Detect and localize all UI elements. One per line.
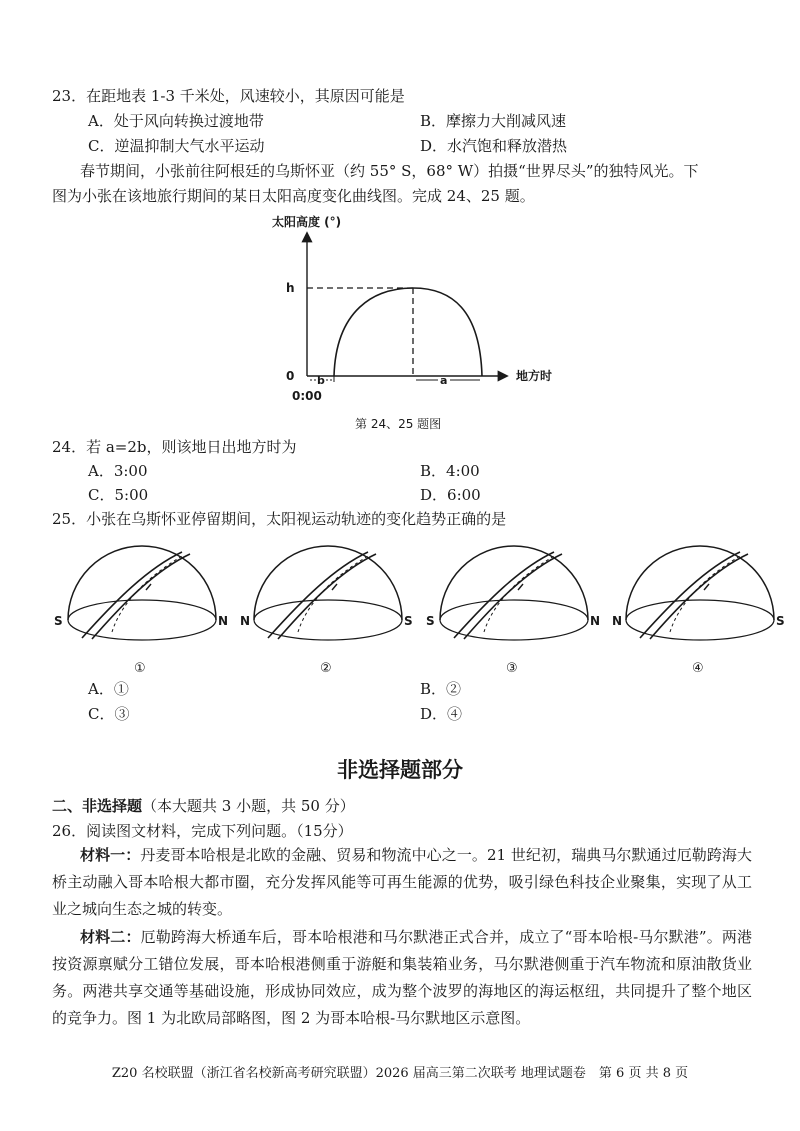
arrow-4 — [704, 584, 709, 590]
q23-option-a: A．处于风向转换过渡地带 — [88, 112, 264, 130]
arrow-1 — [146, 584, 151, 590]
path-low-2 — [298, 556, 368, 632]
q24-option-d: D．6:00 — [420, 486, 481, 504]
diagram-4-number: ④ — [692, 661, 704, 676]
arrow-3 — [518, 584, 523, 590]
q26-stem: 26．阅读图文材料，完成下列问题。（15分） — [52, 822, 353, 840]
q24-option-c: C．5:00 — [88, 486, 149, 504]
chart-altitude-curve — [334, 288, 482, 376]
section-title: 非选择题部分 — [337, 758, 463, 782]
path-mid-1 — [82, 552, 182, 638]
q25-option-b: B．② — [420, 680, 462, 698]
chart-x-start-label: 0:00 — [292, 389, 322, 403]
page-footer: Z20 名校联盟（浙江省名校新高考研究联盟）2026 届高三第二次联考 地理试题卷 第 6 页 共 8 页 — [111, 1066, 689, 1081]
path-mid-4 — [640, 552, 740, 638]
chart-segment-a: a — [440, 374, 448, 387]
diagram-1-number: ① — [134, 661, 146, 676]
q23-stem: 23．在距地表 1-3 千米处，风速较小，其原因可能是 — [52, 87, 405, 105]
dome-3 — [440, 546, 588, 620]
diagram-1-left-label: S — [54, 614, 63, 628]
q24-stem: 24．若 a=2b，则该地日出地方时为 — [52, 438, 297, 456]
chart-y-label: 太阳高度 (°) — [272, 215, 342, 229]
diagram-2-left-label: N — [240, 614, 251, 628]
horizon-2 — [254, 600, 402, 640]
sun-path-diagram-4 — [610, 540, 790, 680]
q24-option-b: B．4:00 — [420, 462, 480, 480]
path-high-4 — [650, 554, 748, 639]
intro-line-1: 春节期间，小张前往阿根廷的乌斯怀亚（约 55° S，68° W）拍摄“世界尽头”的独特风光。下 — [80, 162, 699, 180]
horizon-3 — [440, 600, 588, 640]
dome-2 — [254, 546, 402, 620]
material-1 — [52, 842, 752, 923]
diagram-2-number: ② — [320, 661, 332, 676]
sun-path-diagram-2 — [238, 540, 418, 680]
section-heading-label: 二、非选择题 — [52, 797, 143, 815]
material-2-text: 厄勒跨海大桥通车后，哥本哈根港和马尔默港正式合并，成立了“哥本哈根-马尔默港”。两港按资源禀赋分工错位发展，哥本哈根港侧重于游艇和集装箱业务，马尔默港侧重于汽车物流和原油散货业务。两港共享交通等基础设施，形成协同效应，成为整个波罗的海地区的海运枢纽，共同提升了整个地区的竞争力。图 1 为北欧局部略图，图 2 为哥本哈根-马尔默地区示意图。 — [52, 928, 752, 1027]
arrow-2 — [332, 584, 337, 590]
q25-option-a: A．① — [88, 680, 129, 698]
material-2-label: 材料二： — [80, 928, 141, 946]
path-high-2 — [278, 554, 376, 639]
diagram-3-number: ③ — [506, 661, 518, 676]
horizon-4 — [626, 600, 774, 640]
diagram-1-right-label: N — [218, 614, 229, 628]
dome-4 — [626, 546, 774, 620]
q23-option-d: D．水汽饱和释放潜热 — [420, 137, 568, 155]
material-2 — [52, 924, 752, 1032]
diagram-3-right-label: N — [590, 614, 601, 628]
diagram-3-left-label: S — [426, 614, 435, 628]
chart-segment-b: b — [317, 374, 325, 387]
horizon-1 — [68, 600, 216, 640]
path-low-1 — [112, 556, 182, 632]
sun-path-diagram-3 — [424, 540, 604, 680]
material-1-text: 丹麦哥本哈根是北欧的金融、贸易和物流中心之一。21 世纪初，瑞典马尔默通过厄勒跨海大桥主动融入哥本哈根大都市圈，充分发挥风能等可再生能源的优势，吸引绿色科技企业聚集，实现了从工业之城向生态之城的转变。 — [52, 846, 752, 918]
path-mid-3 — [454, 552, 554, 638]
dome-1 — [68, 546, 216, 620]
q23-option-b: B．摩擦力大削减风速 — [420, 112, 567, 130]
q25-option-c: C．③ — [88, 705, 130, 723]
diagram-4-right-label: S — [776, 614, 785, 628]
chart-caption: 第 24、25 题图 — [355, 417, 442, 431]
path-low-3 — [484, 556, 554, 632]
path-mid-2 — [268, 552, 368, 638]
q25-stem: 25．小张在乌斯怀亚停留期间，太阳视运动轨迹的变化趋势正确的是 — [52, 510, 507, 528]
chart-y-tick-h: h — [286, 281, 295, 295]
q25-option-d: D．④ — [420, 705, 463, 723]
section-heading — [52, 795, 355, 817]
material-1-label: 材料一： — [80, 846, 141, 864]
path-high-1 — [92, 554, 190, 639]
sun-path-diagram-1 — [52, 540, 232, 680]
q24-option-a: A．3:00 — [88, 462, 148, 480]
chart-x-label: 地方时 — [516, 369, 553, 383]
diagram-4-left-label: N — [612, 614, 623, 628]
section-heading-note: （本大题共 3 小题，共 50 分） — [142, 797, 355, 815]
q23-option-c: C．逆温抑制大气水平运动 — [88, 137, 265, 155]
solar-altitude-chart — [270, 210, 570, 432]
path-high-3 — [464, 554, 562, 639]
diagram-2-right-label: S — [404, 614, 413, 628]
intro-line-2: 图为小张在该地旅行期间的某日太阳高度变化曲线图。完成 24、25 题。 — [52, 187, 535, 205]
path-low-4 — [670, 556, 740, 632]
chart-origin-label: 0 — [286, 369, 295, 383]
